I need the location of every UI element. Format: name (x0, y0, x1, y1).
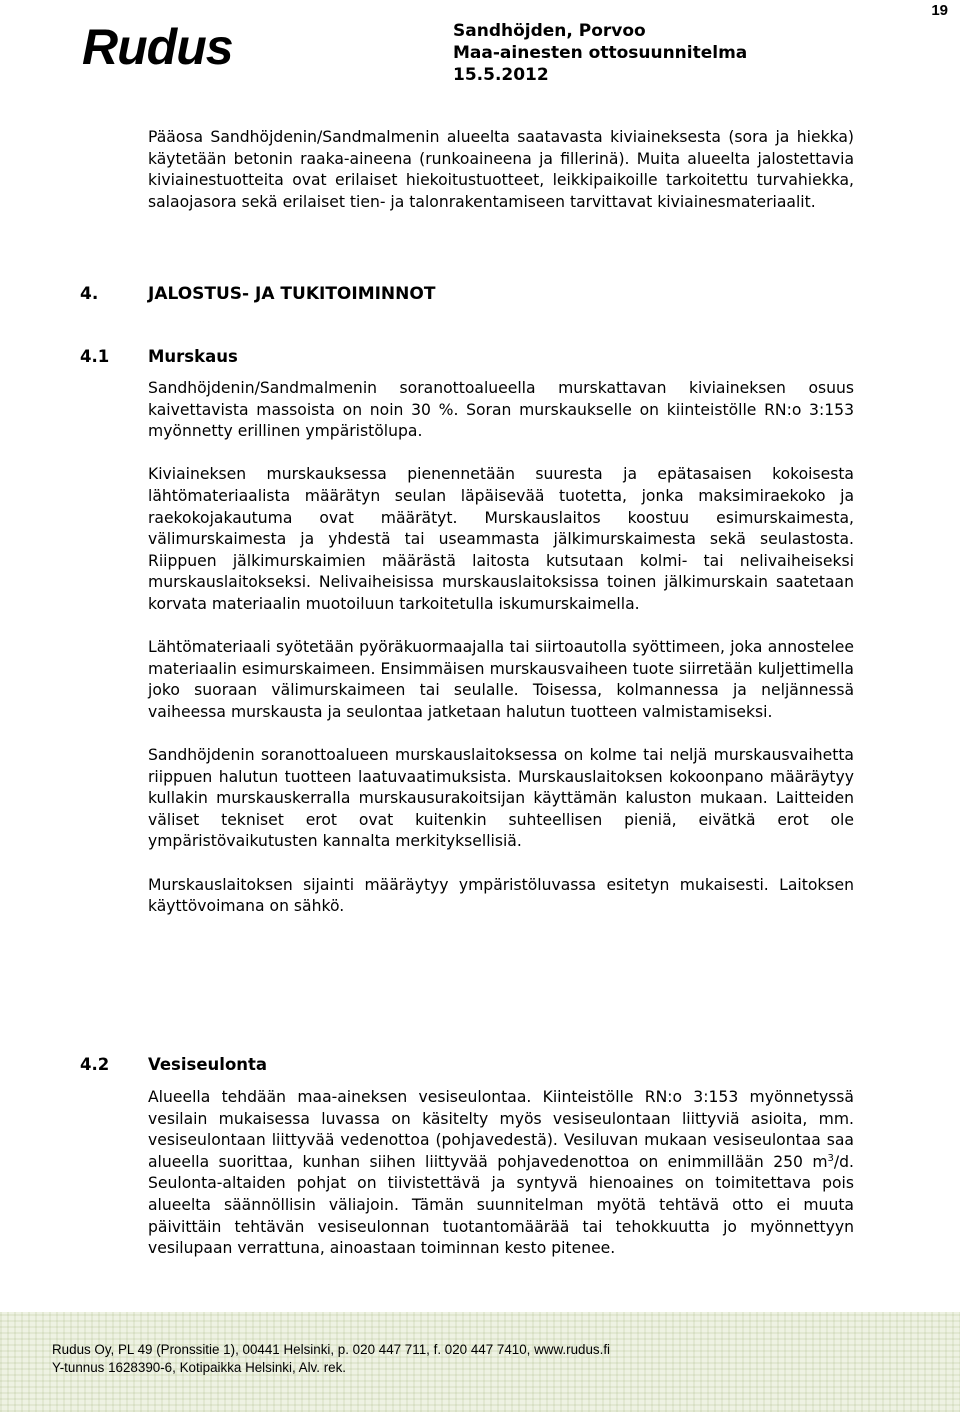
section-4-1-heading (80, 346, 238, 368)
murskaus-paragraph-4: Sandhöjdenin soranottoalueen murskauslaitoksessa on kolme tai neljä murskausvaihetta riippuen halutun tuotteen laatuvaatimuksista. Murskauslaitoksen kokoonpano määräytyy kullakin murskauskerralla murskausurakoitsijan käyttämän kaluston mukaan. Laitteiden väliset tekniset erot ovat kuitenkin suhteellisen pieniä, eivätkä erot ole ympäristövaikutusten kannalta merkityksellisiä. (148, 746, 854, 851)
section-4-1-title: Murskaus (148, 347, 238, 366)
murskaus-paragraph-2: Kiviaineksen murskauksessa pienennetään suuresta ja epätasaisen kokoisesta lähtömateriaalista määrätyn seulan läpäisevää tuotetta, jonka maksimiraekoko ja raekokojakautuma ovat määrätyt. Murskauslaitos koostuu esimurskaimesta, välimurskaimesta ja yhdestä tai useammasta jälkimurskaimesta sekä seulastosta. Riippuen jälkimurskaimien määrästä laitosta kutsutaan kolmi- tai nelivaiheiseksi murskauslaitokseksi. Nelivaiheisissa murskauslaitoksissa toinen jälkimurskain saatetaan korvata materiaalin muotoiluun tarkoitetulla iskumurskaimella. (148, 465, 854, 613)
vesiseulonta-text-start: Alueella tehdään maa-aineksen vesiseulontaa. Kiinteistölle RN:o 3:153 myönnetyssä vesilain mukaisessa luvassa on käsitelty myös vesiseulontaan liittyviä asioita, mm. vesiseulontaan liittyvää vedenottoa (pohjavedestä). Vesiluvan mukaan vesiseulontaa saa alueella suorittaa, kunhan siihen liittyvää pohjavedenottoa on enimmillään 250 m (148, 1088, 854, 1171)
rudus-logo: Rudus (82, 19, 233, 75)
section-4-1-body (148, 378, 854, 918)
intro-paragraph: Pääosa Sandhöjdenin/Sandmalmenin alueelta saatavasta kiviaineksesta (sora ja hiekka) käytetään betonin raaka-aineena (runkoaineena ja fillerinä). Muita alueelta jalostettavia kiviainestuotteita ovat erilaiset hiekoitustuotteet, leikkipaikoille tarkoitettu turvahiekka, salaojasora sekä erilaiset tien- ja talonrakentamiseen tarvittavat kiviainesmateriaalit. (148, 128, 854, 211)
vesiseulonta-text-end: /d. Seulonta-altaiden pohjat on tiivistettävä ja syntyvä hienoaines on toimitettava pois alueelta säännöllisin väliajoin. Tämän suunnitelman myötä tehtävä otto ei muuta päivittäin tehtävän vesiseulonnan tuotantomäärää tai tehokkuutta jo myönnettyyn vesilupaan verrattuna, ainoastaan toiminnan kesto pitenee. (148, 1152, 854, 1258)
section-4-2-title: Vesiseulonta (148, 1055, 268, 1074)
murskaus-paragraph-3: Lähtömateriaali syötetään pyöräkuormaajalla tai siirtoautolla syöttimeen, joka annostelee materiaalin esimurskaimeen. Ensimmäisen murskausvaiheen tuote siirretään kuljettimella joko suoraan välimurskaimeen tai seulalle. Toisessa, kolmannessa ja neljännessä vaiheessa murskausta ja seulontaa jatketaan halutun tuotteen valmistamiseksi. (148, 638, 854, 721)
murskaus-paragraph-5: Murskauslaitoksen sijainti määräytyy ympäristöluvassa esitetyn mukaisesti. Laitoksen käyttövoimana on sähkö. (148, 875, 854, 916)
murskaus-paragraph-1: Sandhöjdenin/Sandmalmenin soranottoalueella murskattavan kiviaineksen osuus kaivettavista massoista on noin 30 %. Soran murskaukselle on kiinteistölle RN:o 3:153 myönnetty erillinen ympäristölupa. (148, 379, 854, 441)
section-4-number: 4. (80, 284, 99, 304)
footer-registration-line: Y-tunnus 1628390-6, Kotipaikka Helsinki, Alv. rek. (52, 1360, 347, 1375)
document-header (453, 20, 747, 86)
section-4-heading (80, 282, 435, 306)
header-location: Sandhöjden, Porvoo (453, 21, 646, 41)
section-4-title: JALOSTUS- JA TUKITOIMINNOT (148, 284, 436, 304)
page-number: 19 (931, 2, 948, 19)
intro-block (148, 127, 854, 213)
cubic-superscript: 3 (827, 1152, 834, 1164)
section-4-2-heading (80, 1054, 267, 1076)
header-date: 15.5.2012 (453, 65, 549, 85)
vesiseulonta-paragraph (148, 1087, 854, 1260)
footer-contact (52, 1341, 610, 1377)
section-4-2-body (148, 1087, 854, 1260)
footer-address-line: Rudus Oy, PL 49 (Pronssitie 1), 00441 Helsinki, p. 020 447 711, f. 020 447 7410, www.rudus.fi (52, 1342, 611, 1357)
section-4-1-number: 4.1 (80, 347, 110, 366)
section-4-2-number: 4.2 (80, 1055, 110, 1074)
header-document-title: Maa-ainesten ottosuunnitelma (453, 43, 748, 63)
